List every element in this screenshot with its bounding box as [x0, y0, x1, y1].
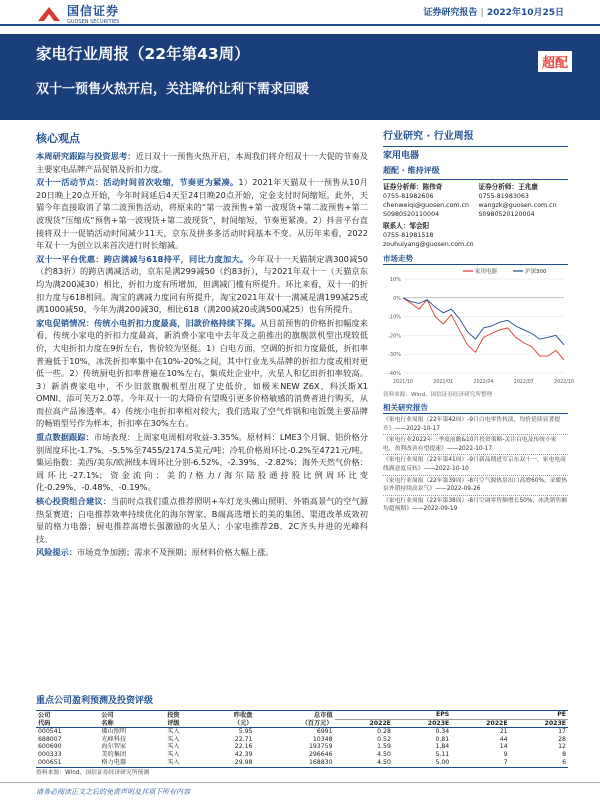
- divider: [383, 454, 568, 455]
- cell-mktcap: 168830: [308, 758, 333, 766]
- related-report-link[interactable]: 《家电行业周报（22年第38周）-8月空调零售额增长50%，冰洗销售额均超预期》——2022-09-19: [383, 497, 568, 513]
- cell-eps-2023: 5.00: [435, 758, 450, 766]
- cell-mktcap: 6991: [316, 728, 333, 735]
- col-header: （元）: [203, 719, 255, 728]
- cell-rating: 买入: [167, 743, 180, 751]
- cell-close: 5.95: [238, 728, 253, 735]
- analyst-card: [479, 183, 569, 219]
- cell-eps-2022: 4.50: [377, 758, 391, 766]
- col-header: 名称: [99, 719, 165, 728]
- market-trend-chart: [383, 265, 574, 387]
- cell-eps-2022: 0.28: [377, 728, 391, 735]
- cell-eps-2023: 1.84: [435, 743, 450, 751]
- related-reports-list: [383, 416, 568, 514]
- cell-eps-2022: 4.50: [377, 751, 391, 759]
- cell-code: 688007: [38, 735, 62, 743]
- x-tick-label: 2022/04: [473, 380, 494, 385]
- related-report-link[interactable]: 《家电行业2022年三季度前瞻&10月投资策略-关注白电及传统小家电，盈利改善有望提速》——2022-10-17: [383, 437, 557, 452]
- report-date: 2022年10月25日: [486, 8, 564, 18]
- analyst-cert: S0980520110004: [383, 211, 440, 218]
- cell-eps-2022: 0.52: [377, 735, 391, 743]
- paragraph-text: 1）2021年天猫双十一预售从10月20日晚上20点开始，今年时间延后4天至24日晚20点开始，定金支付时间缩短。此外，天猫今年直接取消了第二波预售活动，将原来的“第一波预售+第一波现货+第二波预售+第二波现货”压缩成“预售+第一波现货+第二波现货”，时间缩短，节奏更紧凑。2）抖音平台直接将双十一促销活动时间减少11天，京东及拼多多活动时间基本不变。从历年来看，2022年双十一为创立以来首次进行时长缩减。: [36, 177, 368, 251]
- paragraph-schedule: [36, 176, 368, 252]
- paragraph-keyword: 双十一活动节点：活动时间首次收缩，节奏更为紧凑。: [36, 177, 239, 188]
- forecast-table: [36, 711, 568, 767]
- paragraph-text: 市场表现：上周家电周相对收益-3.35%。原材料：LME3个月铜、铝价格分别周度环比-1.7%、-5.5%至7455/2174.5美元/吨；冷轧价格周环比-0.2%至4721元/吨。集运指数：美西/美东/欧洲线本周环比分别-6.52%、-2.39%、-2.82%；海外天然气价格：周环比-27.1%；资金流向：美的/格力/海尔陆股通持股比例周环比变化-0.29%、-0.48%、-0.19%。: [36, 432, 368, 493]
- x-tick-label: 2022/01: [433, 380, 454, 385]
- cell-rating: 买入: [167, 728, 180, 735]
- contact-phone: 0755-81981518: [383, 232, 434, 239]
- cell-pe-2023: 17: [558, 728, 566, 735]
- table-row: [36, 728, 568, 736]
- paragraph-text: 从目前预售的价格折扣幅度来看，传统小家电的折扣力度最高，新消费小家电中去年及之前推出的旗舰款机型出现较低价，大电折扣力度在9折左右，售价较为坚挺。1）白电方面，空调的折扣力度最低，折扣率普遍低于10%，冰洗折扣率集中在10%-20%之间，其中行业龙头品牌的折扣力度或相对更低一些。2）传统厨电折扣率普遍在10%左右，集成灶企业中，火星人和亿田折扣率较高。3）新消费家电中，不少旧款旗舰机型出现了史低价，如极米NEW Z6X、科沃斯X1 OMNI、添可芙万2.0等。今年双十一的大降价有望吸引更多价格敏感的消费者进行购买，从而拉高产品渗透率。4）传统小电折扣率相对较大，我们选取了空气炸锅和电饭煲主要品牌的畅销型号作为样本，折扣率在30%左右。: [36, 317, 368, 429]
- analyst-name: 王兆康: [518, 183, 538, 191]
- analyst-card: [383, 183, 473, 219]
- report-subtitle: 双十一预售火热开启，关注降价让利下需求回暖: [36, 82, 310, 97]
- paragraph-research: [36, 150, 368, 175]
- paragraph-risk: [36, 546, 368, 559]
- rating-line: 超配 · 维持评级: [383, 166, 440, 175]
- contact-card: [383, 222, 568, 249]
- paragraph-keyword: 家电促销情况：传统小电折扣力度最高，旧款价格持续下探。: [36, 317, 261, 328]
- page-header: [0, 0, 600, 26]
- y-tick-label: -10%: [388, 314, 401, 321]
- cell-rating: 买入: [167, 735, 180, 743]
- cell-pe-2022: 7: [503, 758, 508, 766]
- rating-badge: 超配: [538, 51, 572, 72]
- x-tick-label: 2021/10: [393, 380, 413, 385]
- table-row: [36, 743, 568, 751]
- analyst-list: [383, 183, 568, 219]
- divider: [383, 146, 568, 147]
- col-header: （百万元）: [254, 719, 334, 728]
- paragraph-promotion: [36, 317, 368, 430]
- sub-industry-label: 家用电器: [383, 151, 420, 161]
- related-report-link[interactable]: 《家电行业周报（22年第41周）-9月新品期进军京东双十一，家电电商线满意度反转》——2022-10-10: [383, 457, 566, 472]
- cell-mktcap: 193759: [308, 743, 333, 751]
- paragraph-keyword: 双十一平台优惠：跨店满减与618持平，同比力度加大。: [36, 253, 249, 264]
- y-tick-label: -30%: [388, 352, 401, 359]
- col-header: 公司: [38, 711, 51, 719]
- col-header: 昨收盘: [233, 711, 253, 719]
- cell-code: 000333: [38, 751, 62, 759]
- col-header: 2023E: [510, 719, 568, 728]
- related-report-link[interactable]: 《家电行业周报（22年第39周）-8月空气源热泵出口高增60%，采暖热泵外销持续高景气》——2022-09-26: [383, 477, 568, 493]
- contact-name: 邹会阳: [409, 222, 430, 230]
- table-title: 重点公司盈利预测及投资评级: [36, 696, 154, 706]
- cell-pe-2022: 14: [499, 743, 508, 751]
- col-header: 总市值: [314, 711, 333, 719]
- divider: [383, 475, 568, 476]
- paragraph-keyword: 本周研究跟踪与投资思考：: [36, 151, 136, 161]
- brand-logo: [36, 2, 119, 25]
- cell-close: 22.71: [234, 735, 253, 743]
- industry-label: 行业研究 · 行业周报: [383, 131, 474, 142]
- legend-label: 家用电器: [475, 269, 498, 275]
- paragraph-portfolio: [36, 495, 368, 545]
- col-group-pe: PE: [451, 711, 568, 719]
- title-banner: [0, 34, 600, 120]
- cell-pe-2023: 12: [558, 743, 566, 751]
- col-header: 2022E: [451, 719, 509, 728]
- analyst-email[interactable]: chenweiqi@guosen.com.cn: [383, 202, 470, 209]
- page-footer: [0, 782, 600, 800]
- col-header: 投资: [167, 711, 180, 719]
- cell-rating: 买入: [167, 751, 180, 759]
- divider: [383, 434, 568, 435]
- main-column: [36, 150, 368, 560]
- forecast-table-wrap: [36, 710, 568, 768]
- brand-name-cn: 国信证券: [67, 4, 120, 18]
- cell-rating: 买入: [167, 758, 180, 766]
- cell-eps-2023: 5.11: [435, 751, 450, 759]
- brand-logo-icon: [36, 5, 62, 23]
- cell-pe-2022: 21: [499, 728, 508, 735]
- cell-code: 000651: [38, 758, 62, 766]
- paragraph-keyword: 重点数据跟踪：: [36, 432, 94, 443]
- cell-eps-2023: 0.34: [435, 728, 450, 735]
- col-header: 公司: [101, 711, 114, 719]
- header-meta: 证券研究报告 | 2022年10月25日: [423, 8, 564, 18]
- y-tick-label: -40%: [388, 371, 401, 377]
- paragraph-text: 今年双十一天猫制定满300减50（约83折）的跨店满减活动，京东是满299减50（约83折），与2021年双十一（天猫京东均为满200减30）相比，折扣力度有所增加，但满减门槛有所提升。环比来看，双十一的折扣力度与618相同。淘宝的满减力度同有所提升，淘宝2021年双十一满减是满199减25或满1000减50，今年为满200减30，相比618（满200减20或满500减25）也有所提升。: [36, 253, 369, 315]
- contact-email[interactable]: zouhuiyang@guosen.com.cn: [383, 241, 474, 248]
- cell-name: 格力电器: [101, 758, 127, 766]
- y-tick-label: 10%: [389, 277, 401, 283]
- legend-label: 沪深300: [525, 269, 547, 275]
- cell-close: 22.16: [234, 743, 253, 751]
- divider: [383, 495, 568, 496]
- related-report-link[interactable]: 《家电行业周报（22年第42周）-9月白电零售转淡，均价延续显著提升》——2022-10-17: [383, 417, 561, 432]
- x-tick-label: 2022/10: [554, 380, 574, 385]
- col-group-eps: EPS: [335, 711, 452, 719]
- cell-eps-2023: 0.81: [435, 735, 450, 743]
- col-header: 评级: [165, 719, 203, 728]
- disclaimer-text: 请务必阅读正文之后的免责声明及其项下所有内容: [36, 788, 190, 796]
- paragraph-text: 市场竞争加剧；需求不及预期；原材料价格大幅上涨。: [76, 547, 274, 558]
- analyst-email[interactable]: wangzk@guosen.com.cn: [478, 202, 557, 209]
- cell-pe-2022: 9: [503, 751, 508, 759]
- paragraph-keyword: 核心投资组合建议：: [36, 496, 112, 507]
- cell-name: 海尔智家: [101, 743, 127, 751]
- related-reports-heading: 相关研究报告: [383, 403, 568, 414]
- analyst-phone: 0755-81982606: [383, 193, 434, 200]
- cell-close: 29.98: [234, 758, 253, 766]
- analyst-role: 证券分析师：: [383, 183, 423, 191]
- cell-pe-2023: 28: [558, 735, 566, 743]
- paragraph-text: 当前时点我们重点推荐照明+车灯龙头佛山照明、外销高景气的空气源热泵赛道；白电推荐效率持续优化的海尔智家、B端高选增长的美的集团、渠道改革成效初显的格力电器；厨电推荐高增长强激励的火星人；小家电推荐2B、2C齐头并进的光峰科技。: [36, 496, 368, 544]
- x-tick-label: 2022/07: [513, 380, 534, 385]
- analyst-name: 陈伟奇: [422, 183, 443, 191]
- analyst-cert: S0980520120004: [478, 211, 535, 218]
- analyst-role: 证券分析师：: [478, 183, 519, 191]
- table-row: [36, 751, 568, 759]
- cell-mktcap: 296646: [308, 751, 333, 759]
- col-header: 2023E: [393, 719, 451, 728]
- side-column: [383, 130, 574, 514]
- table-row: [36, 759, 568, 767]
- cell-pe-2023: 6: [562, 758, 566, 766]
- cell-close: 42.39: [234, 751, 253, 759]
- cell-code: 600690: [38, 743, 62, 751]
- analyst-phone: 0755-81983063: [478, 193, 529, 200]
- table-source: 资料来源：Wind、国信证券经济研究所预测: [36, 770, 150, 776]
- cell-name: 佛山照明: [101, 728, 127, 735]
- cell-name: 美的集团: [101, 751, 127, 759]
- contact-role: 联系人：: [383, 222, 410, 230]
- cell-mktcap: 10348: [312, 735, 333, 743]
- paragraph-data: [36, 431, 368, 494]
- cell-pe-2023: 8: [562, 751, 566, 759]
- paragraph-text: 近日双十一预售火热开启，本周我们将介绍双十一大促的节奏及主要家电品牌产品促销及折扣力度。: [36, 151, 368, 174]
- paragraph-keyword: 风险提示：: [36, 547, 77, 558]
- brand-name-en: GUOSEN SECURITIES: [67, 19, 120, 25]
- chart-title: 市场走势: [383, 254, 568, 265]
- col-header: 2022E: [335, 719, 393, 728]
- core-view-heading: 核心观点: [36, 132, 80, 145]
- paragraph-platform: [36, 253, 368, 316]
- y-tick-label: -20%: [388, 333, 401, 340]
- cell-eps-2022: 1.59: [377, 743, 391, 751]
- cell-code: 000541: [38, 728, 62, 735]
- cell-name: 光峰科技: [101, 735, 127, 743]
- divider: [383, 179, 568, 180]
- col-header: 代码: [36, 719, 99, 728]
- chart-source: 资料来源：Wind、国信证券经济研究所整理: [383, 392, 493, 398]
- report-title: 家电行业周报（22年第43周）: [36, 45, 250, 63]
- cell-pe-2022: 44: [499, 735, 508, 743]
- y-tick-label: 0%: [393, 295, 401, 302]
- doc-type: 证券研究报告: [423, 8, 478, 18]
- series-line-appliances: [403, 298, 564, 360]
